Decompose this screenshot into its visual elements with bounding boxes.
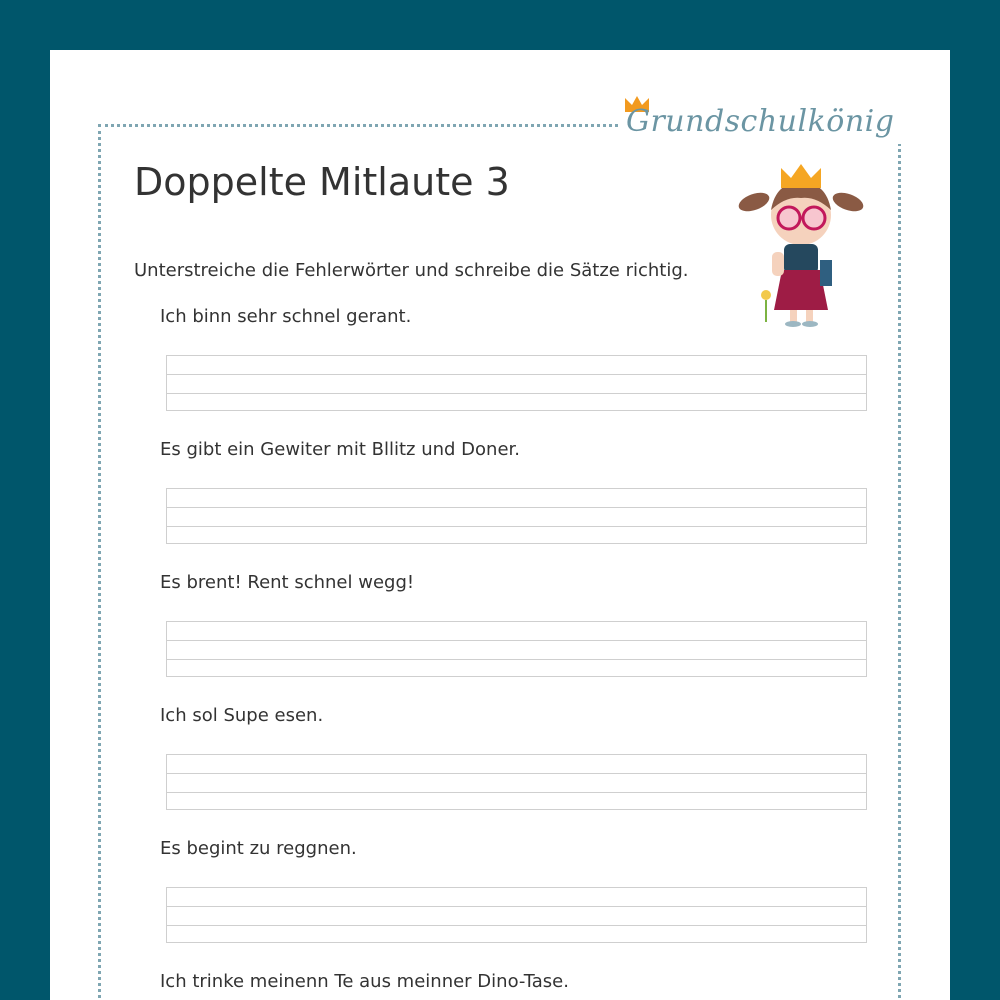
sentence-4: Ich sol Supe esen.	[160, 705, 324, 726]
sentence-1: Ich binn sehr schnel gerant.	[160, 306, 412, 327]
sentence-3: Es brent! Rent schnel wegg!	[160, 572, 415, 593]
writing-lines-1[interactable]	[166, 355, 867, 411]
writing-lines-3[interactable]	[166, 621, 867, 677]
page-title: Doppelte Mitlaute 3	[134, 160, 510, 204]
worksheet-page	[50, 50, 950, 1000]
writing-lines-4[interactable]	[166, 754, 867, 810]
instruction-text: Unterstreiche die Fehlerwörter und schreibe die Sätze richtig.	[134, 260, 689, 281]
sentence-2: Es gibt ein Gewiter mit Bllitz und Doner.	[160, 439, 520, 460]
girl-with-crown-icon	[736, 160, 866, 330]
sentence-5: Es begint zu reggnen.	[160, 838, 357, 859]
brand-logo: Grundschulkönig	[626, 104, 895, 139]
sentence-6: Ich trinke meinenn Te aus meinner Dino-Tase.	[160, 971, 569, 992]
writing-lines-5[interactable]	[166, 887, 867, 943]
writing-lines-2[interactable]	[166, 488, 867, 544]
